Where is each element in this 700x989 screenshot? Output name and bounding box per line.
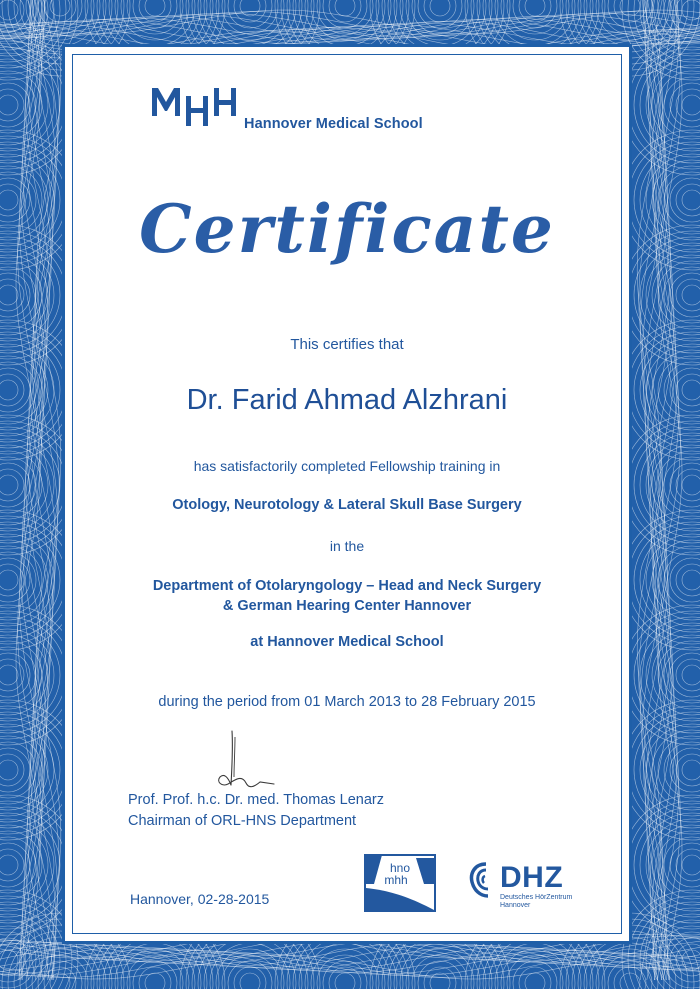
dhz-wordmark: DHZ — [500, 861, 564, 894]
dhz-subtitle-1: Deutsches HörZentrum — [500, 894, 573, 901]
hno-mhh-logo — [364, 854, 436, 912]
training-period: during the period from 01 March 2013 to 28 February 2015 — [158, 694, 536, 710]
intro-text: This certifies that — [290, 336, 404, 353]
mhh-logo — [150, 84, 242, 128]
department-name — [72, 576, 622, 616]
hno-text-1: hno — [389, 861, 411, 875]
certificate-content — [72, 54, 622, 934]
ear-icon — [466, 860, 502, 900]
recipient-name: Dr. Farid Ahmad Alzhrani — [186, 384, 508, 416]
location-text: at Hannover Medical School — [250, 634, 444, 650]
department-line-1: Department of Otolaryngology – Head and Neck Surgery — [152, 578, 542, 594]
certificate-title: Certificate — [139, 190, 555, 268]
connector-text: in the — [329, 538, 365, 554]
handwritten-signature — [202, 727, 282, 797]
signatory-role: Chairman of ORL-HNS Department — [128, 813, 357, 829]
hno-text-2: mhh — [384, 873, 408, 887]
institution-name: Hannover Medical School — [244, 116, 423, 132]
dhz-subtitle-2: Hannover — [500, 902, 531, 909]
program-name: Otology, Neurotology & Lateral Skull Base Surgery — [172, 497, 522, 513]
signatory-name: Prof. Prof. h.c. Dr. med. Thomas Lenarz — [128, 792, 385, 808]
issue-date: Hannover, 02-28-2015 — [130, 891, 270, 907]
completion-statement: has satisfactorily completed Fellowship training in — [193, 458, 501, 474]
department-line-2: & German Hearing Center Hannover — [222, 598, 472, 614]
